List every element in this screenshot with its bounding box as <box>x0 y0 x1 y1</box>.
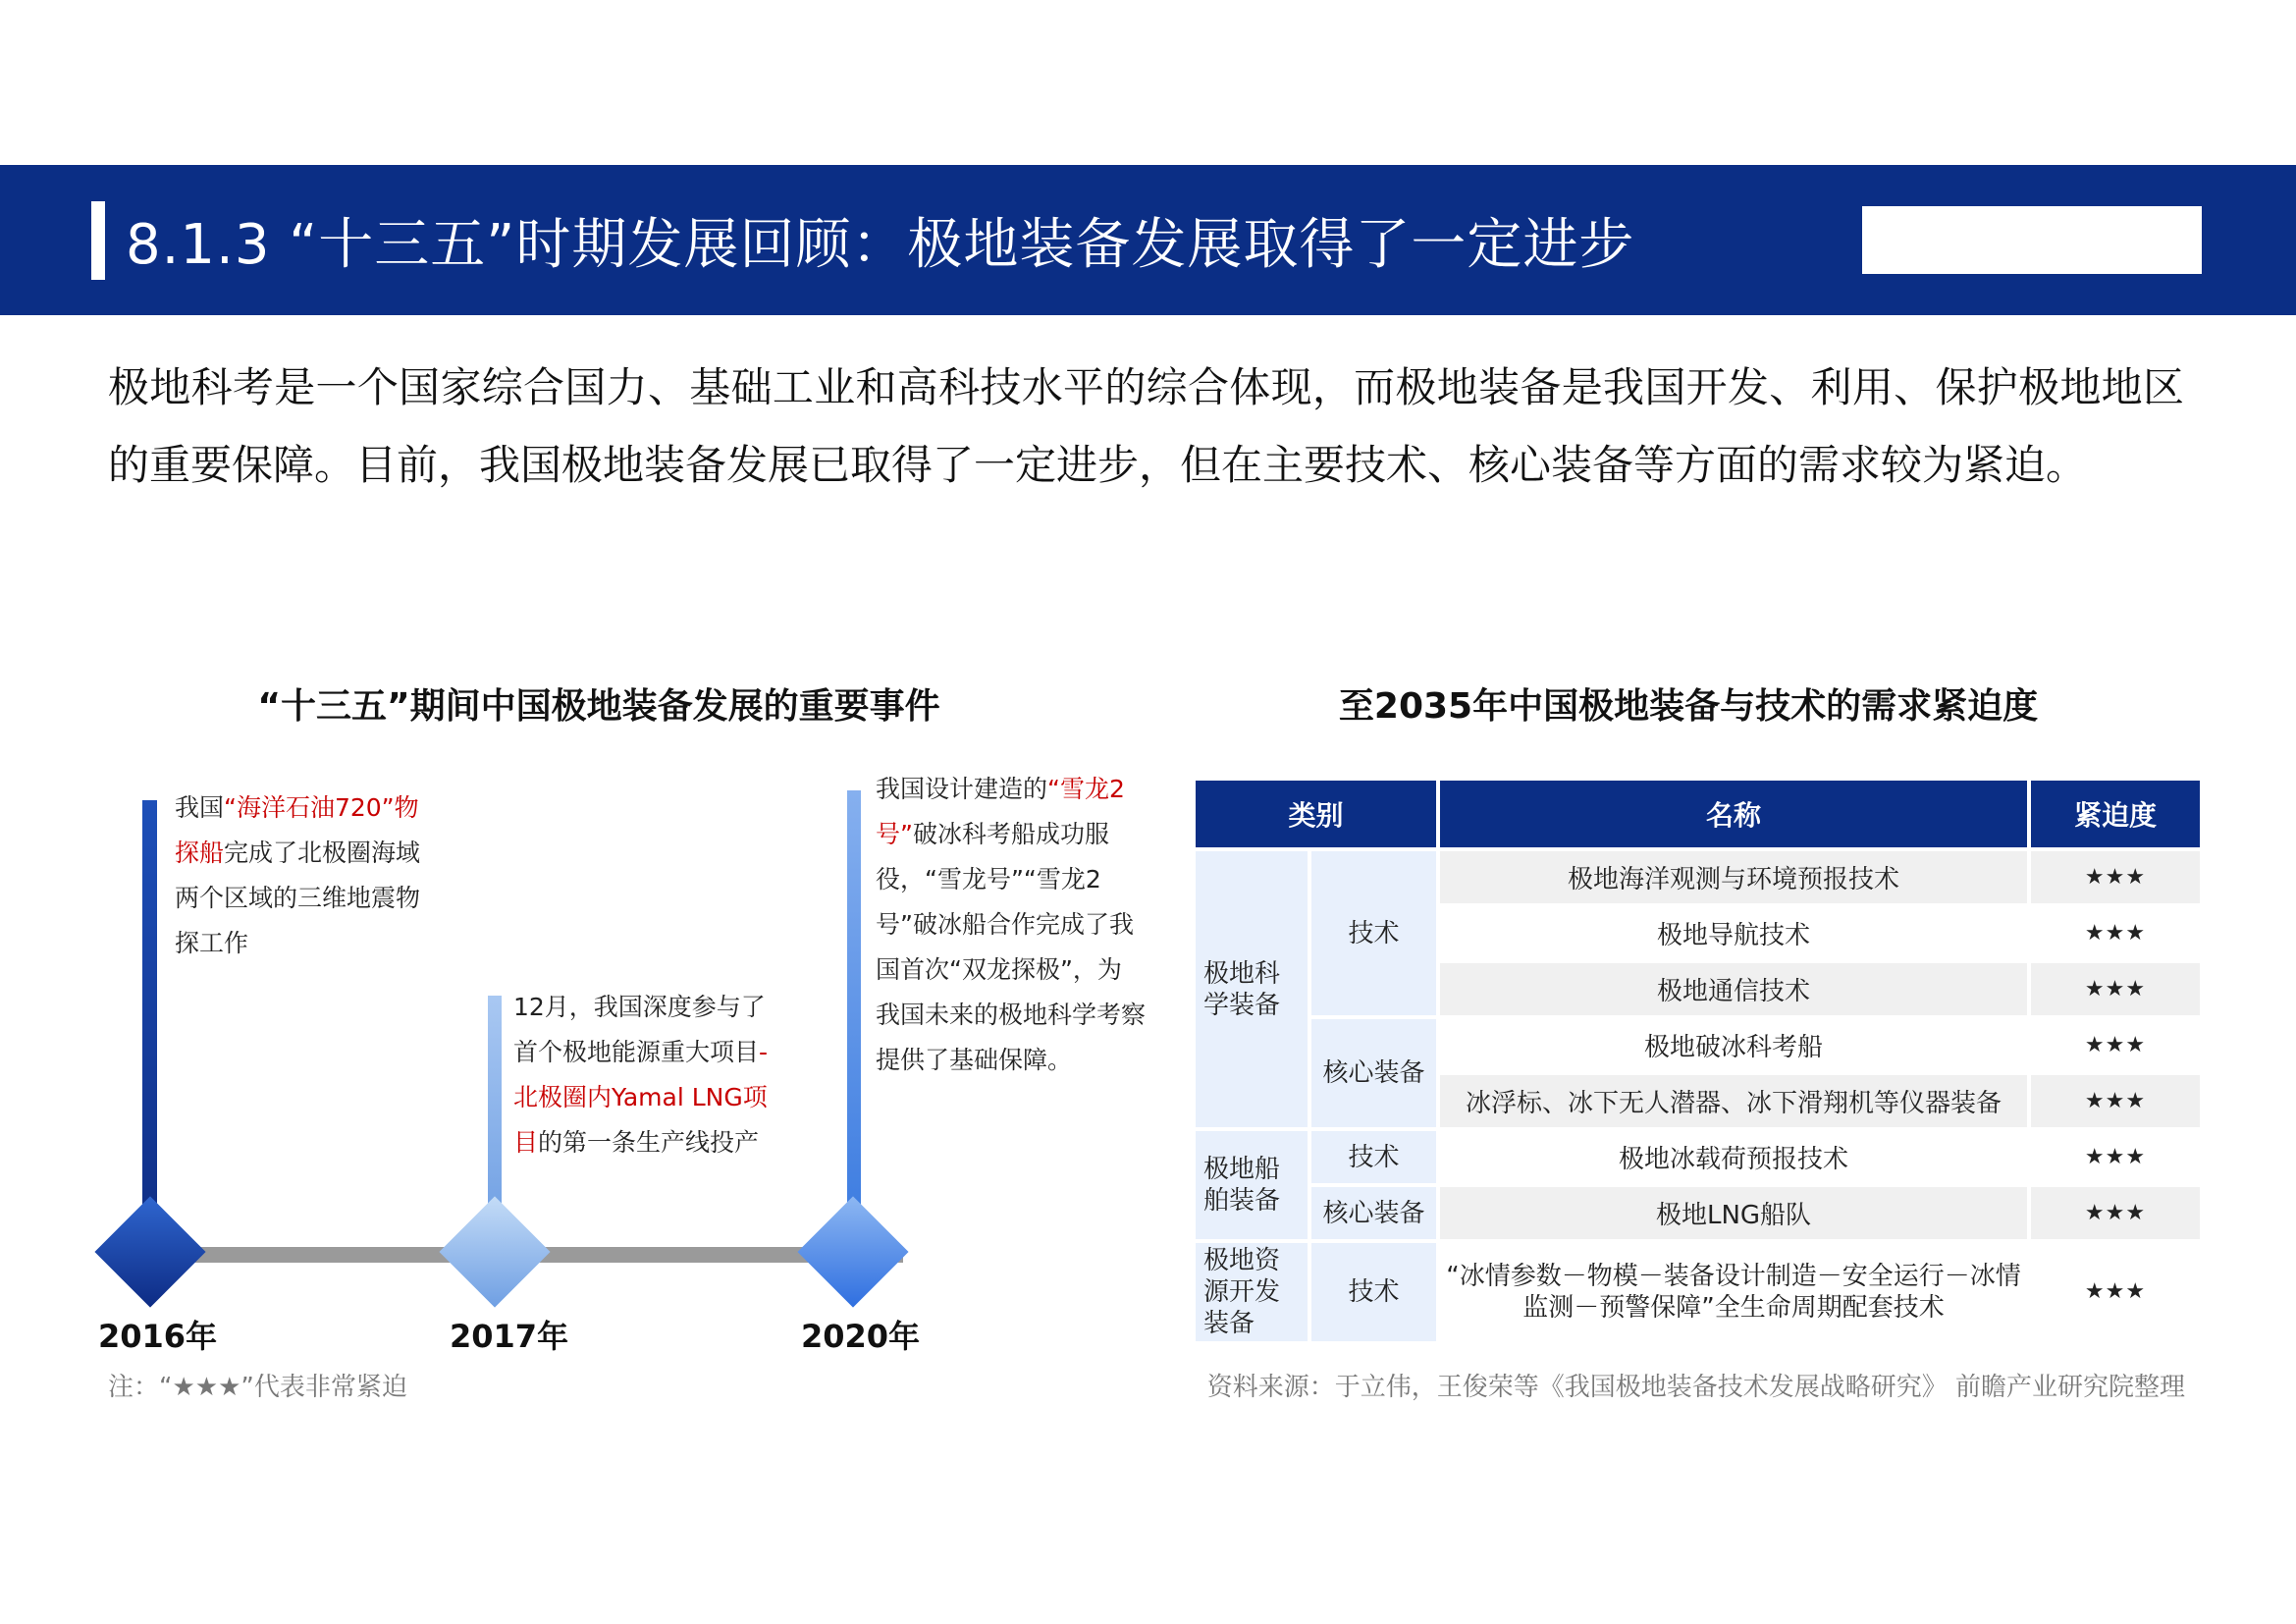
table-title: 至2035年中国极地装备与技术的需求紧迫度 <box>1338 686 2039 727</box>
table-header-row <box>1196 781 2200 847</box>
urgency-table <box>1192 777 2204 1345</box>
event-highlight: “海洋石油720”物探船 <box>175 793 419 867</box>
header-name: 名称 <box>1440 781 2027 847</box>
timeline-marker-2020 <box>797 1196 908 1307</box>
name-cell: 冰浮标、冰下无人潜器、冰下滑翔机等仪器装备 <box>1440 1075 2027 1127</box>
urgency-cell: ★★★ <box>2031 963 2200 1015</box>
urgency-cell: ★★★ <box>2031 1075 2200 1127</box>
name-cell: “冰情参数－物模－装备设计制造－安全运行－冰情监测－预警保障”全生命周期配套技术 <box>1440 1243 2027 1341</box>
name-cell: 极地导航技术 <box>1440 907 2027 959</box>
name-cell: 极地冰载荷预报技术 <box>1440 1131 2027 1183</box>
timeline-title: “十三五”期间中国极地装备发展的重要事件 <box>257 686 940 727</box>
table-row <box>1196 1243 2200 1341</box>
timeline-bar-2020 <box>847 790 861 1234</box>
timeline-year-2017: 2017年 <box>450 1318 569 1355</box>
table-row <box>1196 1131 2200 1183</box>
subcategory-cell: 技术 <box>1311 1243 1436 1341</box>
intro-paragraph: 极地科考是一个国家综合国力、基础工业和高科技水平的综合体现，而极地装备是我国开发、利用、保护极地地区的重要保障。目前，我国极地装备发展已取得了一定进步，但在主要技术、核心装备等方面的需求较为紧迫。 <box>108 363 2184 489</box>
timeline-marker-2017 <box>439 1196 550 1307</box>
urgency-cell: ★★★ <box>2031 1131 2200 1183</box>
category-cell: 极地科学装备 <box>1196 851 1308 1127</box>
category-cell: 极地船舶装备 <box>1196 1131 1308 1239</box>
timeline-bar-2016 <box>142 800 157 1232</box>
name-cell: 极地LNG船队 <box>1440 1187 2027 1239</box>
timeline-marker-2016 <box>94 1196 205 1307</box>
category-cell: 极地资源开发装备 <box>1196 1243 1308 1341</box>
timeline-year-2020: 2020年 <box>801 1318 921 1355</box>
source-note: 资料来源：于立伟，王俊荣等《我国极地装备技术发展战略研究》 前瞻产业研究院整理 <box>1206 1373 2185 1402</box>
table-row <box>1196 1187 2200 1239</box>
urgency-note: 注：“★★★”代表非常紧迫 <box>108 1373 407 1402</box>
subcategory-cell: 核心装备 <box>1311 1019 1436 1127</box>
header-logo-box <box>1862 206 2202 274</box>
timeline-year-2016: 2016年 <box>98 1318 218 1355</box>
event-highlight: -北极圈内Yamal LNG项目 <box>513 1038 769 1157</box>
name-cell: 极地海洋观测与环境预报技术 <box>1440 851 2027 903</box>
header-urgency: 紧迫度 <box>2031 781 2200 847</box>
subcategory-cell: 核心装备 <box>1311 1187 1436 1239</box>
name-cell: 极地通信技术 <box>1440 963 2027 1015</box>
timeline-event-2020: 我国设计建造的“雪龙2号”破冰科考船成功服役，“雪龙号”“雪龙2号”破冰船合作完成了我国首次“双龙探极”，为我国未来的极地科学考察提供了基础保障。 <box>876 775 1147 1074</box>
urgency-cell: ★★★ <box>2031 851 2200 903</box>
header-accent-bar <box>91 201 105 280</box>
timeline-event-2017: 12月，我国深度参与了首个极地能源重大项目-北极圈内Yamal LNG项目的第一条生产线投产 <box>513 993 769 1157</box>
urgency-cell: ★★★ <box>2031 1187 2200 1239</box>
timeline-event-2016: 我国“海洋石油720”物探船完成了北极圈海域两个区域的三维地震物探工作 <box>175 793 421 957</box>
event-highlight: “雪龙2号” <box>876 775 1125 848</box>
urgency-cell: ★★★ <box>2031 1019 2200 1071</box>
name-cell: 极地破冰科考船 <box>1440 1019 2027 1071</box>
subcategory-cell: 技术 <box>1311 1131 1436 1183</box>
subcategory-cell: 技术 <box>1311 851 1436 1015</box>
urgency-cell: ★★★ <box>2031 1243 2200 1341</box>
urgency-cell: ★★★ <box>2031 907 2200 959</box>
table-row <box>1196 1019 2200 1071</box>
table-row <box>1196 851 2200 903</box>
header-category: 类别 <box>1196 781 1436 847</box>
page-title: 8.1.3 “十三五”时期发展回顾：极地装备发展取得了一定进步 <box>126 213 1635 277</box>
